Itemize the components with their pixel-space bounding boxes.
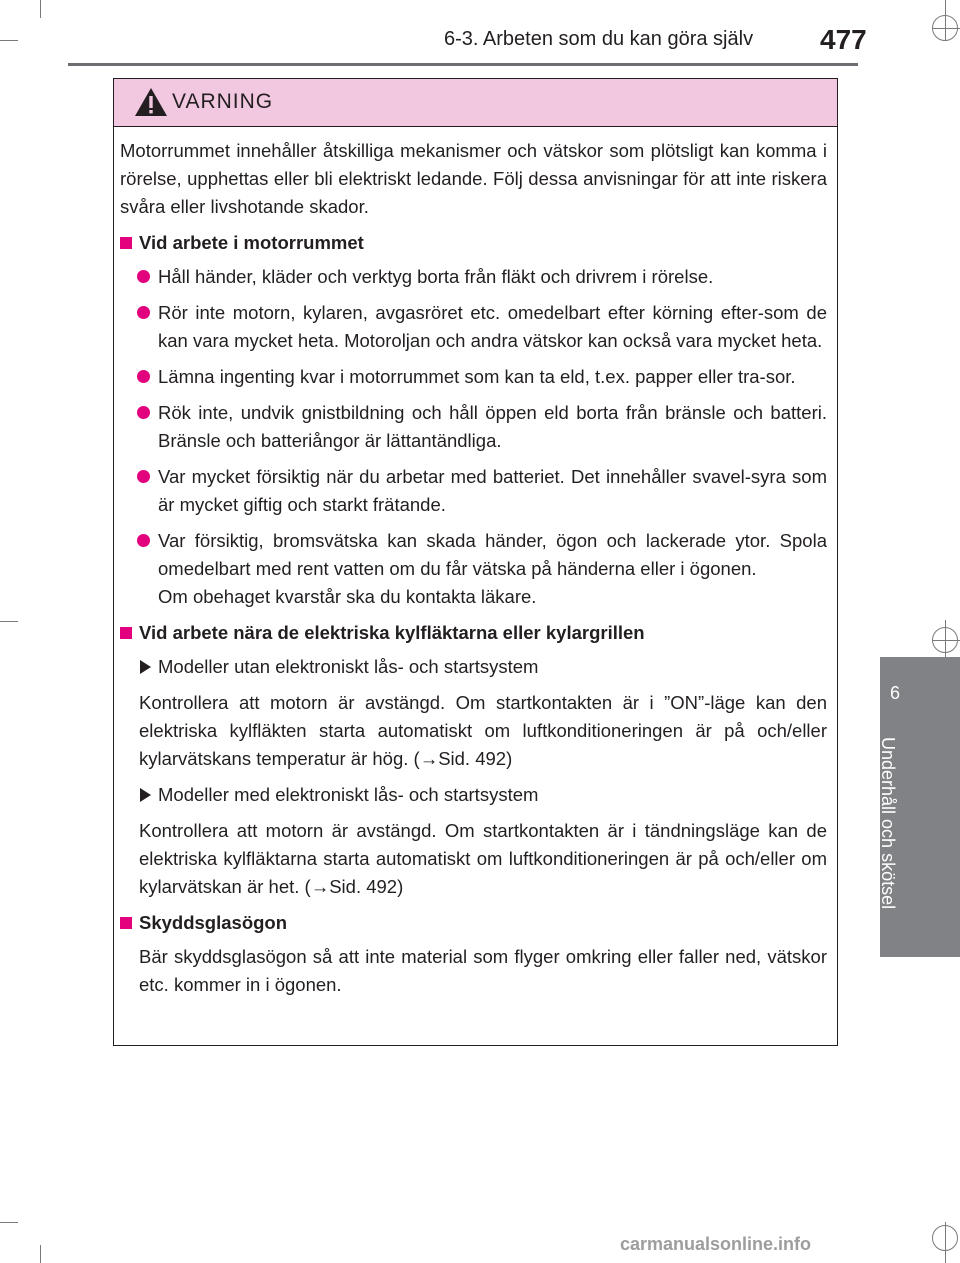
warning-header (114, 79, 837, 127)
model-label-text: Modeller med elektroniskt lås- och startsystem (158, 784, 539, 805)
list-item-extra-text: Om obehaget kvarstår ska du kontakta läkare. (158, 586, 537, 607)
round-bullet-icon (137, 270, 150, 283)
list-item-text: Var mycket försiktig när du arbetar med batteriet. Det innehåller svavel-syra som är mycket giftig och starkt frätande. (158, 466, 827, 515)
list-item-text: Lämna ingenting kvar i motorrummet som kan ta eld, t.ex. papper eller tra-sor. (158, 366, 796, 387)
list-item-text: Håll händer, kläder och verktyg borta från fläkt och drivrem i rörelse. (158, 266, 714, 287)
crop-mark-top-left-v (40, 0, 41, 18)
round-bullet-icon (137, 406, 150, 419)
crop-mark-bottom-left-h (0, 1222, 18, 1223)
model-label-with-smart-key (120, 781, 827, 809)
crop-mark-mid-right-circle (932, 627, 958, 653)
list-item-text: Var försiktig, bromsvätska kan skada händer, ögon och lackerade ytor. Spola omedelbart med rent vatten om du får vätska på händerna eller i ögonen. (158, 530, 827, 579)
square-bullet-icon (120, 237, 132, 249)
chapter-number: 6 (889, 683, 900, 703)
crop-mark-top-left-h (0, 40, 18, 41)
list-item-text: Rök inte, undvik gnistbildning och håll öppen eld borta från bränsle och batteri. Bränsle och batteriångor är lättantändliga. (158, 402, 827, 451)
crop-mark-bottom-left-v (40, 1245, 41, 1263)
list-item (120, 299, 827, 355)
list-item (120, 399, 827, 455)
list-item (120, 463, 827, 519)
warning-title: VARNING (172, 90, 274, 113)
list-item (120, 527, 827, 611)
list-item-text: Rör inte motorn, kylaren, avgasröret etc. omedelbart efter körning efter-som de kan vara mycket heta. Motoroljan och andra vätskor kan också vara mycket heta. (158, 302, 827, 351)
section-heading-text: Vid arbete nära de elektriska kylfläktarna eller kylargrillen (139, 622, 645, 643)
crop-mark-mid-left (0, 621, 18, 622)
triangle-arrow-icon (140, 788, 151, 802)
chapter-side-tab[interactable] (880, 657, 960, 957)
warning-intro: Motorrummet innehåller åtskilliga mekanismer och vätskor som plötsligt kan komma i rörelse, upphettas eller bli elektriskt ledande. Följ dessa anvisningar för att inte riskera svåra eller livshotande skador. (120, 140, 827, 217)
section-heading-text: Skyddsglasögon (139, 912, 288, 933)
square-bullet-icon (120, 917, 132, 929)
triangle-arrow-icon (140, 660, 151, 674)
chapter-title: Underhåll och skötsel (878, 737, 898, 910)
page-number: 477 (820, 24, 867, 55)
crop-mark-bottom-right-circle (932, 1225, 958, 1251)
list-item (120, 263, 827, 291)
section-title: 6-3. Arbeten som du kan göra själv (444, 28, 754, 50)
square-bullet-icon (120, 627, 132, 639)
list-item (120, 363, 827, 391)
model-label-text: Modeller utan elektroniskt lås- och startsystem (158, 656, 539, 677)
model-label-without-smart-key (120, 653, 827, 681)
round-bullet-icon (137, 370, 150, 383)
warning-triangle-icon (134, 87, 168, 117)
warning-body (120, 137, 827, 1007)
round-bullet-icon (137, 534, 150, 547)
watermark: carmanualsonline.info (620, 1234, 812, 1254)
warning-box (113, 78, 838, 1046)
section-heading-safety-glasses (120, 909, 827, 937)
section-heading-cooling-fans (120, 619, 827, 647)
round-bullet-icon (137, 470, 150, 483)
section-heading-engine-compartment (120, 229, 827, 257)
section-heading-text: Vid arbete i motorrummet (139, 232, 364, 253)
header-rule (68, 63, 858, 66)
safety-glasses-text: Bär skyddsglasögon så att inte material som flyger omkring eller faller ned, vätskor etc. kommer in i ögonen. (139, 946, 827, 995)
round-bullet-icon (137, 306, 150, 319)
crop-mark-top-right-circle (932, 15, 958, 41)
model-text-without-smart-key: Kontrollera att motorn är avstängd. Om startkontakten är i ”ON”-läge kan den elektriska kylfläkten starta automatiskt om luftkonditioneringen är på och/eller kylarvätskans temperatur är hög. (→Sid. 492) (139, 692, 827, 769)
model-text-with-smart-key: Kontrollera att motorn är avstängd. Om startkontakten är i tändningsläge kan de elektriska kylfläktarna starta automatiskt om luftkonditioneringen är på och/eller om kylarvätskan är het. (→Sid. 492) (139, 820, 827, 897)
